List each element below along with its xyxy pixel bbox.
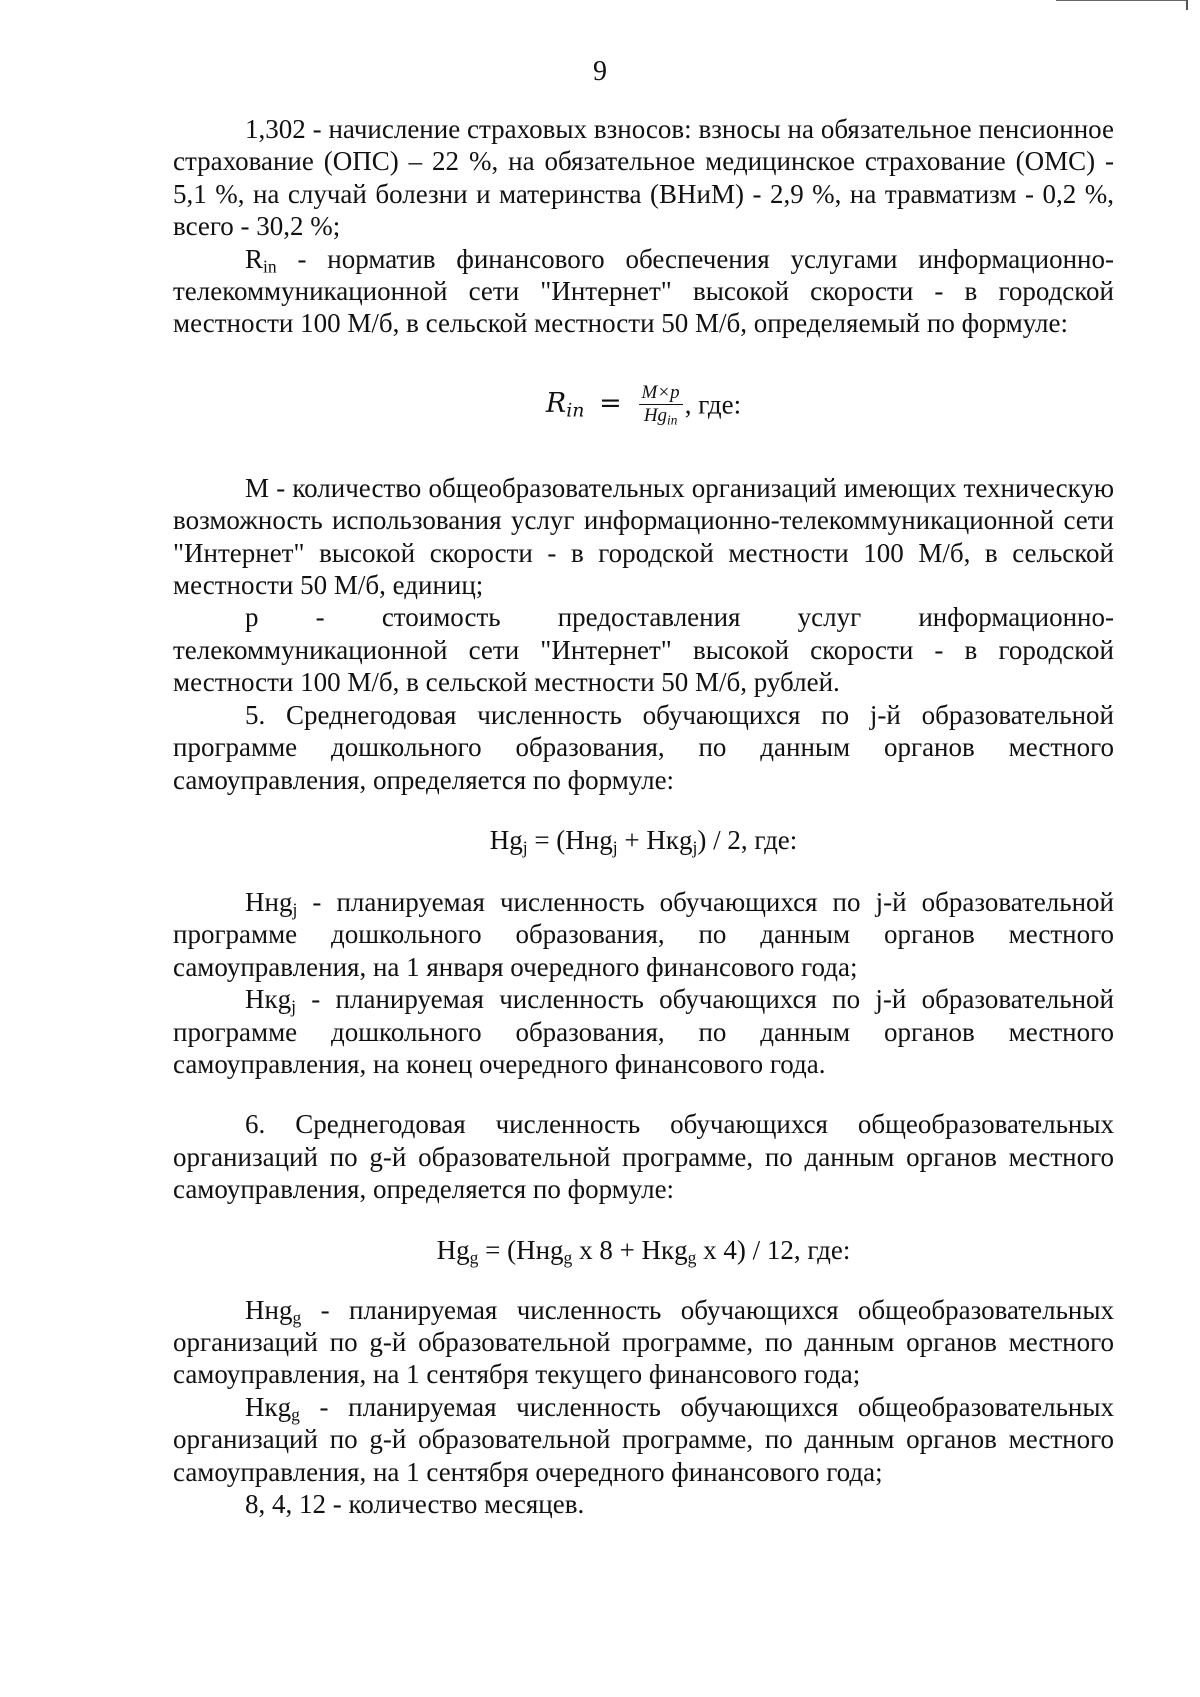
rin-symbol-sub: in: [263, 256, 277, 276]
formula-rin-numerator: M×p: [639, 382, 683, 405]
paragraph-hngg-definition: Ннg$_g$ - планируемая численность обучающихся общеобразовательных организаций по g-й образовательной программе, по данным органов местного самоуправления, на 1 сентября текущего финансового года;: [173, 1294, 1114, 1390]
formula-rin-lhs: $R_{in}$: [545, 388, 585, 423]
paragraph-rin-definition: [173, 243, 1114, 340]
rin-definition-text: - норматив финансового обеспечения услугами информационно-телекоммуникационной сети "Интернет" высокой скорости - в городской местности 100 М/б, в сельской местности 50 М/б, определяемый по формуле:: [173, 243, 1114, 339]
formula-hgg: $Hg_g = (Ннg_g$ х 8 + Нкg$_g$ х 4) / 12, где:: [436, 1234, 851, 1267]
paragraph-p-definition: р - стоимость предоставления услуг информационно-телекоммуникационной сети "Интернет" высокой скорости - в городской местности 100 М/б, в сельской местности 50 М/б, рублей.: [173, 602, 1114, 698]
scan-edge-tick: [1186, 0, 1188, 10]
formula-rin-denominator: $Hg_{in}$: [643, 404, 678, 428]
formula-rin-tail: , где:: [684, 389, 742, 420]
paragraph-hngj-definition: Ннg$_j$ - планируемая численность обучающихся по j-й образовательной программе дошкольного образования, по данным органов местного самоуправления, на 1 января очередного финансового года;: [173, 886, 1114, 982]
page-number: 9: [593, 56, 607, 87]
section-gap: [173, 1080, 1114, 1108]
paragraph-months: 8, 4, 12 - количество месяцев.: [245, 1489, 585, 1519]
paragraph-hkgg-definition: Нкg$_g$ - планируемая численность обучающихся общеобразовательных организаций по g-й образовательной программе, по данным органов местного самоуправления, на 1 сентября очередного финансового года;: [173, 1391, 1114, 1487]
formula-rin-equals: =: [599, 388, 622, 420]
paragraph-hkgj-definition: Нкg$_j$ - планируемая численность обучающихся по j-й образовательной программе дошкольного образования, по данным органов местного самоуправления, на конец очередного финансового года.: [173, 984, 1114, 1079]
scan-edge-mark: [1056, 0, 1186, 4]
paragraph-insurance: 1,302 - начисление страховых взносов: взносы на обязательное пенсионное страхование (ОПС) – 22 %, на обязательное медицинское страхование (ОМС) - 5,1 %, на случай болезни и материнства (ВНиМ) - 2,9 %, на травматизм - 0,2 %, всего - 30,2 %;: [173, 114, 1114, 242]
paragraph-m-definition: М - количество общеобразовательных организаций имеющих техническую возможность использования услуг информационно-телекоммуникационной сети "Интернет" высокой скорости - в городской местности 100 М/б, в сельской местности 50 М/б, единиц;: [173, 472, 1114, 601]
rin-symbol: R: [245, 243, 264, 274]
formula-rin: [173, 382, 1114, 434]
document-body: [173, 113, 1114, 1520]
paragraph-item-6: 6. Среднегодовая численность обучающихся общеобразовательных организаций по g-й образовательной программе, по данным органов местного самоуправления, определяется по формуле:: [173, 1109, 1114, 1205]
formula-hgj: $Hg_j = (Ннg_j + Нкg_j) / 2$, где:: [489, 824, 798, 858]
paragraph-item-5: 5. Среднегодовая численность обучающихся по j-й образовательной программе дошкольного образования, по данным органов местного самоуправления, определяется по формуле:: [173, 699, 1114, 795]
formula-rin-fraction: [639, 382, 683, 427]
